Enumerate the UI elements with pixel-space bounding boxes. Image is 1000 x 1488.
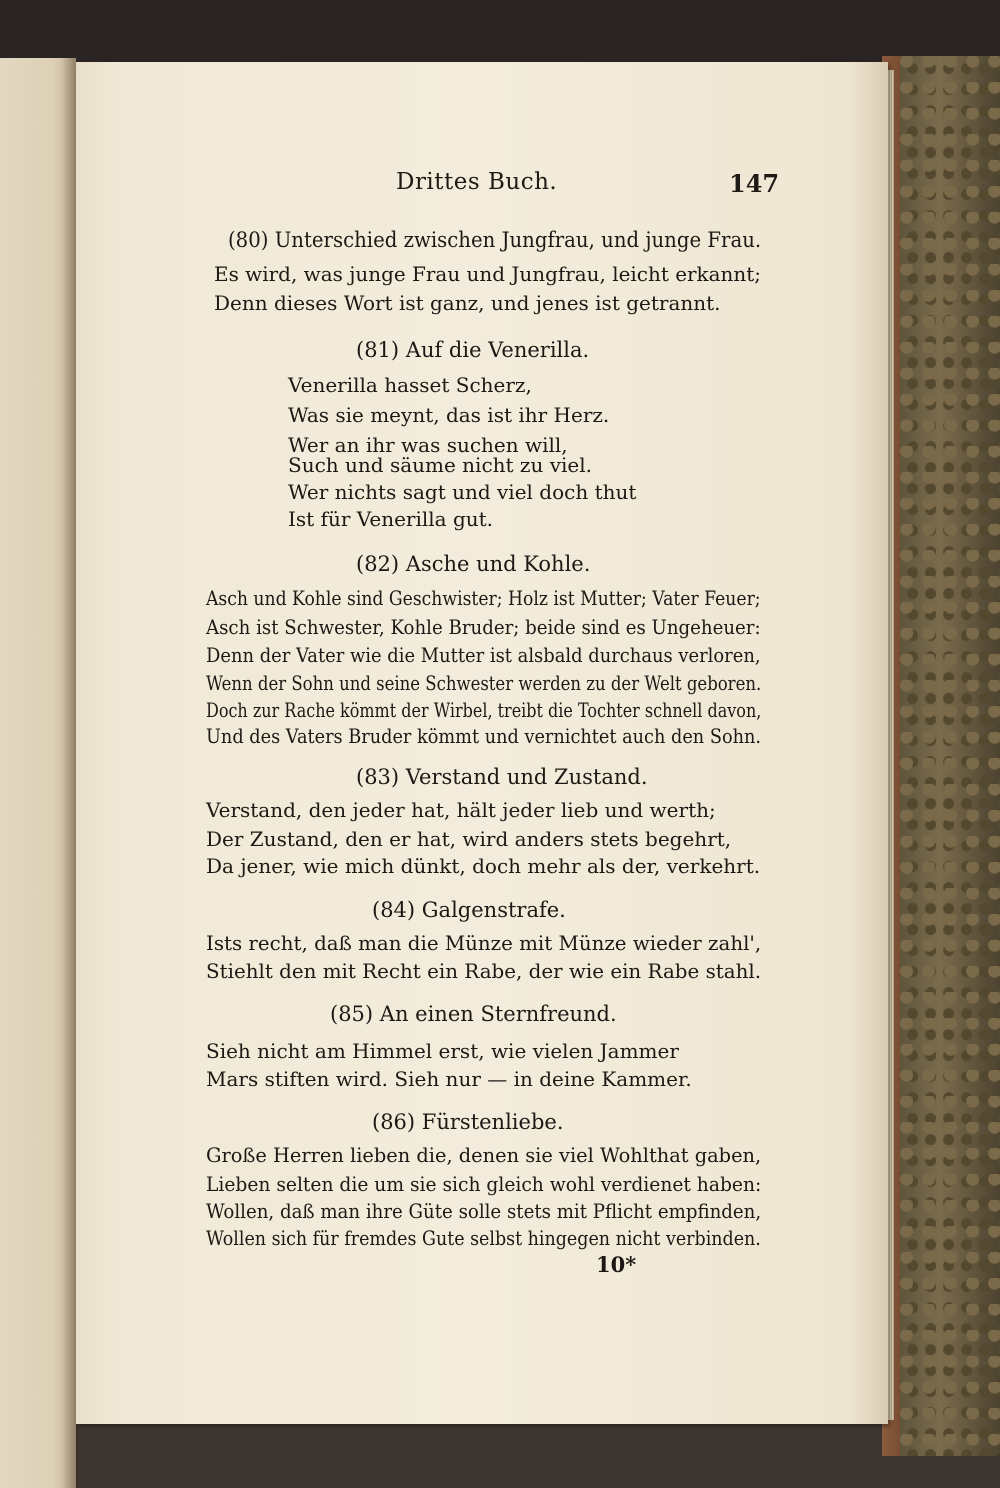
text-line: Große Herren lieben die, denen sie viel Wohlthat gaben, — [206, 1143, 762, 1167]
marbled-cover — [900, 56, 1000, 1456]
text-line: Asch ist Schwester, Kohle Bruder; beide sind es Ungeheuer: — [206, 615, 761, 639]
text-line: Und des Vaters Bruder kömmt und vernichtet auch den Sohn. — [206, 724, 762, 748]
section-heading-82: (82) Asche und Kohle. — [356, 552, 591, 576]
text-line: Doch zur Rache kömmt der Wirbel, treibt die Tochter schnell davon, — [206, 698, 762, 722]
scan-background — [0, 0, 1000, 70]
text-line: Wenn der Sohn und seine Schwester werden zu der Welt geboren. — [206, 671, 762, 695]
text-line: Wer an ihr was suchen will, — [288, 433, 568, 457]
signature-mark: 10* — [596, 1252, 637, 1277]
text-line: Wollen, daß man ihre Güte solle stets mit Pflicht empfinden, — [206, 1199, 762, 1223]
text-line: Asch und Kohle sind Geschwister; Holz ist Mutter; Vater Feuer; — [206, 586, 761, 610]
text-line: Wollen sich für fremdes Gute selbst hingegen nicht verbinden. — [206, 1226, 761, 1250]
text-line: Denn dieses Wort ist ganz, und jenes ist getrannt. — [214, 291, 721, 315]
text-line: Venerilla hasset Scherz, — [288, 373, 532, 397]
text-line: Da jener, wie mich dünkt, doch mehr als der, verkehrt. — [206, 854, 761, 878]
text-line: Denn der Vater wie die Mutter ist alsbald durchaus verloren, — [206, 643, 761, 667]
text-line: Lieben selten die um sie sich gleich wohl verdienet haben: — [206, 1172, 762, 1196]
section-heading-84: (84) Galgenstrafe. — [372, 898, 566, 922]
page-number: 147 — [729, 169, 780, 198]
text-line: Mars stiften wird. Sieh nur — in deine Kammer. — [206, 1067, 692, 1091]
text-line: Sieh nicht am Himmel erst, wie vielen Jammer — [206, 1039, 679, 1063]
text-line: Verstand, den jeder hat, hält jeder lieb und werth; — [206, 798, 716, 822]
text-line: Der Zustand, den er hat, wird anders stets begehrt, — [206, 827, 732, 851]
text-line: Wer nichts sagt und viel doch thut — [288, 480, 637, 504]
section-heading-85: (85) An einen Sternfreund. — [330, 1002, 617, 1026]
section-heading-81: (81) Auf die Venerilla. — [356, 338, 590, 362]
text-line: Es wird, was junge Frau und Jungfrau, leicht erkannt; — [214, 262, 762, 286]
text-line: Ist für Venerilla gut. — [288, 507, 494, 531]
section-heading-80: (80) Unterschied zwischen Jungfrau, und junge Frau. — [228, 228, 762, 252]
section-heading-83: (83) Verstand und Zustand. — [356, 765, 648, 789]
section-heading-86: (86) Fürstenliebe. — [372, 1110, 564, 1134]
text-line: Was sie meynt, das ist ihr Herz. — [288, 403, 610, 427]
text-line: Such und säume nicht zu viel. — [288, 453, 592, 477]
text-line: Ists recht, daß man die Münze mit Münze wieder zahl', — [206, 931, 762, 955]
running-title: Drittes Buch. — [396, 169, 558, 195]
text-line: Stiehlt den mit Recht ein Rabe, der wie ein Rabe stahl. — [206, 959, 762, 983]
